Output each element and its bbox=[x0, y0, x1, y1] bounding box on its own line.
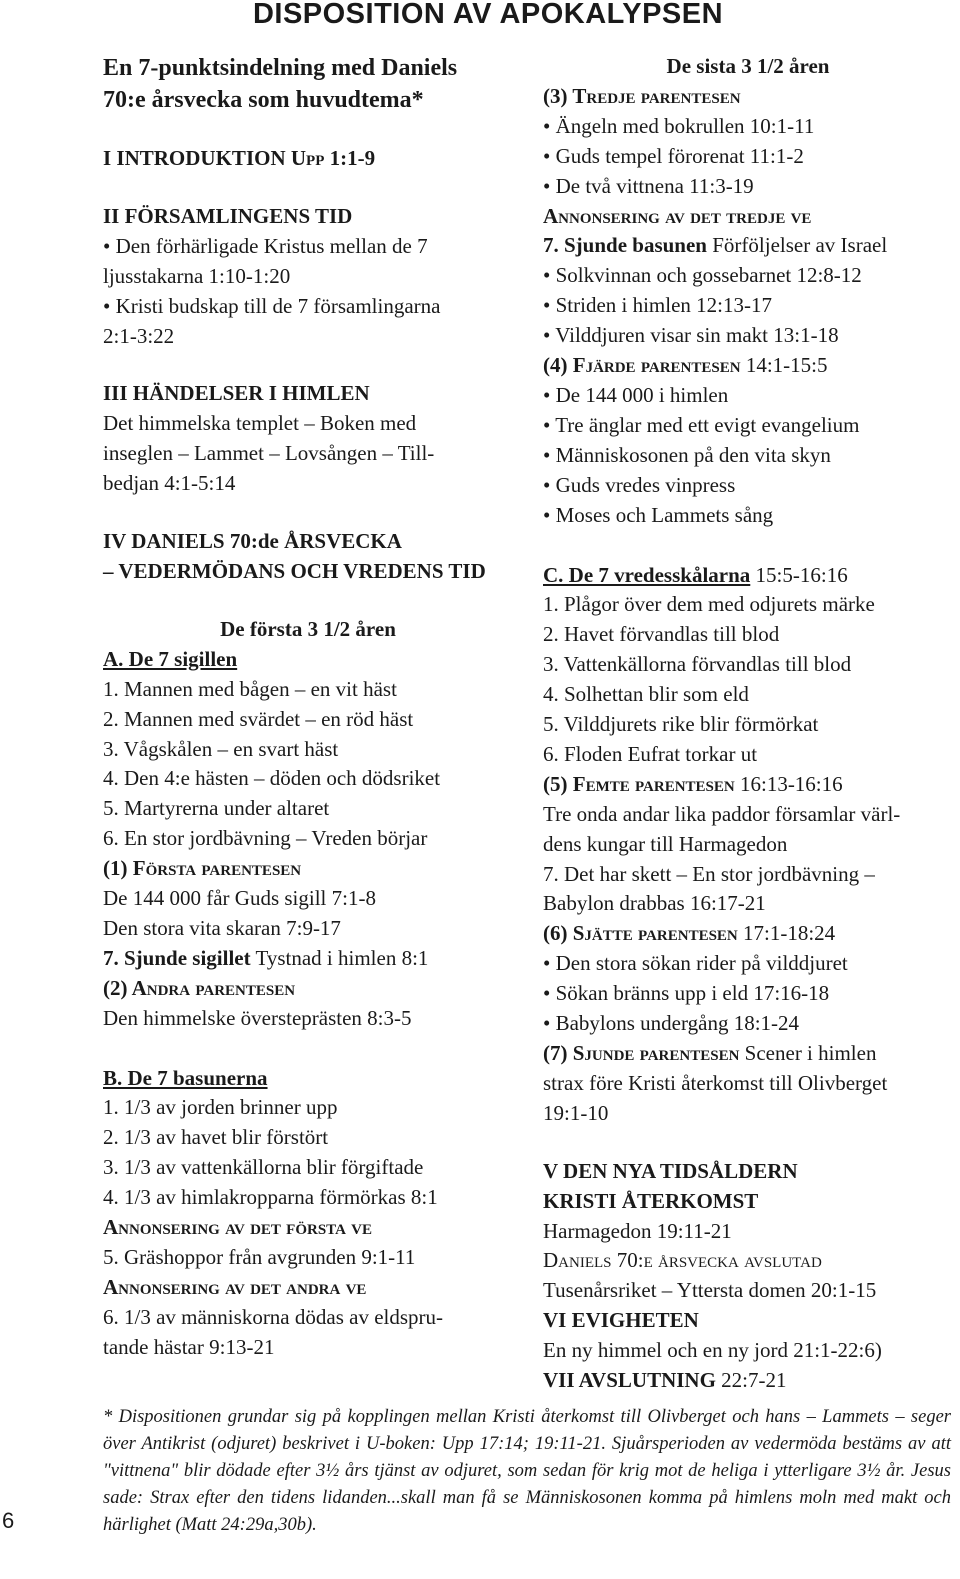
parenthesis-1-line: Den stora vita skaran 7:9-17 bbox=[103, 915, 341, 940]
trumpet-item: 3. 1/3 av vattenkällorna blir förgiftade bbox=[103, 1155, 424, 1180]
section-5-heading: KRISTI ÅTERKOMST bbox=[543, 1188, 759, 1213]
trumpet-item: tande hästar 9:13-21 bbox=[103, 1334, 275, 1359]
announcement-3: Annonsering av det tredje ve bbox=[543, 203, 812, 228]
seal-7-text: Tystnad i himlen 8:1 bbox=[250, 945, 429, 970]
trumpet-7-label: 7. Sjunde basunen bbox=[543, 233, 707, 258]
parenthesis-5-ref: 16:13-16:16 bbox=[734, 771, 843, 796]
bowl-item: 4. Solhettan blir som eld bbox=[543, 682, 749, 707]
seal-7-label: 7. Sjunde sigillet bbox=[103, 945, 251, 970]
trumpet-item: 1. 1/3 av jorden brinner upp bbox=[103, 1095, 338, 1120]
seals-heading: A. De 7 sigillen bbox=[103, 646, 238, 671]
trumpet-item: 6. 1/3 av människorna dödas av eldspru- bbox=[103, 1304, 444, 1329]
parenthesis-3-heading: (3) Tredje parentesen bbox=[543, 83, 741, 108]
section-2-line: ljusstakarna 1:10-1:20 bbox=[103, 263, 291, 288]
trumpet-7-line: • Striden i himlen 12:13-17 bbox=[543, 293, 773, 318]
page-number: 6 bbox=[2, 1508, 15, 1533]
parenthesis-5-line: dens kungar till Harmagedon bbox=[543, 831, 788, 856]
trumpet-7-item bbox=[543, 231, 953, 261]
parenthesis-2-heading: (2) Andra parentesen bbox=[103, 975, 296, 1000]
section-5-heading: V DEN NYA TIDSÅLDERN bbox=[543, 1158, 798, 1183]
parenthesis-6-line: • Babylons undergång 18:1-24 bbox=[543, 1011, 800, 1036]
trumpet-item: 2. 1/3 av havet blir förstört bbox=[103, 1125, 329, 1150]
parenthesis-6-ref: 17:1-18:24 bbox=[737, 921, 836, 946]
parenthesis-7-line: strax före Kristi återkomst till Olivberget bbox=[543, 1070, 888, 1095]
parenthesis-4-line: • Moses och Lammets sång bbox=[543, 502, 774, 527]
bowls-heading bbox=[543, 561, 953, 591]
right-column bbox=[543, 52, 953, 1396]
parenthesis-4-heading bbox=[543, 351, 953, 381]
parenthesis-5-label: (5) Femte parentesen bbox=[543, 771, 735, 796]
trumpet-item: 5. Gräshoppor från avgrunden 9:1-11 bbox=[103, 1245, 416, 1269]
section-7-label: VII AVSLUTNING bbox=[543, 1368, 716, 1393]
seal-item: 4. Den 4:e hästen – döden och dödsriket bbox=[103, 766, 441, 791]
parenthesis-7-heading bbox=[543, 1039, 953, 1069]
section-2-line: • Kristi budskap till de 7 församlingarna bbox=[103, 293, 441, 318]
section-intro: I INTRODUKTION Upp 1:1-9 bbox=[103, 146, 376, 170]
bowl-item: Babylon drabbas 16:17-21 bbox=[543, 891, 766, 916]
trumpets-heading: B. De 7 basunerna bbox=[103, 1065, 268, 1090]
parenthesis-7-ref: Scener i himlen bbox=[739, 1041, 877, 1065]
parenthesis-6-line: • Den stora sökan rider på vilddjuret bbox=[543, 951, 848, 976]
section-5-line: Harmagedon 19:11-21 bbox=[543, 1218, 732, 1243]
bowl-item: 7. Det har skett – En stor jordbävning – bbox=[543, 861, 875, 886]
seal-7-item bbox=[103, 944, 513, 974]
section-6-line: En ny himmel och en ny jord 21:1-22:6) bbox=[543, 1338, 882, 1363]
bowl-item: 2. Havet förvandlas till blod bbox=[543, 622, 780, 647]
left-column bbox=[103, 52, 513, 1363]
section-6-heading: VI EVIGHETEN bbox=[543, 1308, 699, 1333]
bowl-item: 5. Vilddjurets rike blir förmörkat bbox=[543, 712, 819, 737]
parenthesis-1-heading: (1) Första parentesen bbox=[103, 856, 302, 881]
trumpet-7-text: Förföljelser av Israel bbox=[707, 233, 888, 258]
parenthesis-3-line: • Guds tempel förorenat 11:1-2 bbox=[543, 143, 804, 168]
parenthesis-5-heading bbox=[543, 770, 953, 800]
parenthesis-4-line: • Guds vredes vinpress bbox=[543, 472, 736, 497]
bowl-item: 1. Plågor över dem med odjurets märke bbox=[543, 592, 875, 617]
section-2-heading: II FÖRSAMLINGENS TID bbox=[103, 203, 353, 228]
parenthesis-4-line: • Människosonen på den vita skyn bbox=[543, 442, 831, 467]
parenthesis-7-label: (7) Sjunde parentesen bbox=[543, 1041, 740, 1065]
parenthesis-4-ref: 14:1-15:5 bbox=[740, 353, 828, 378]
parenthesis-4-line: • Tre änglar med ett evigt evangelium bbox=[543, 412, 860, 437]
first-half-heading: De första 3 1/2 åren bbox=[220, 616, 396, 641]
trumpet-item: 4. 1/3 av himlakropparna förmörkas 8:1 bbox=[103, 1185, 438, 1210]
section-3-line: bedjan 4:1-5:14 bbox=[103, 471, 236, 496]
parenthesis-4-line: • De 144 000 i himlen bbox=[543, 382, 729, 407]
section-4-heading: – VEDERMÖDANS OCH VREDENS TID bbox=[103, 558, 486, 583]
parenthesis-4-label: (4) Fjärde parentesen bbox=[543, 353, 741, 378]
bowls-ref: 15:5-16:16 bbox=[750, 562, 848, 587]
seal-item: 3. Vågskålen – en svart häst bbox=[103, 736, 339, 761]
footnote: * Dispositionen grundar sig på kopplingen mellan Kristi återkomst till Olivberget och hans – Lammets – seger över Antikrist (odjuret) beskrivet i U-boken: Upp 17:14; 19:11-21. Sjuårsperioden av vedermöda bestäms av att "vittnena" blir dödade efter 3½ års tjänst av odjuret, som sedan för krig mot de heliga i ytterligare 3½ år. Jesus sade: Strax efter den tidens lidanden...skall man få se Människosonen komma på himlens moln med makt och härlighet (Matt 24:29a,30b). bbox=[103, 1407, 951, 1535]
section-3-line: Det himmelska templet – Boken med bbox=[103, 411, 417, 436]
parenthesis-3-line: • De två vittnena 11:3-19 bbox=[543, 173, 754, 198]
seal-item: 2. Mannen med svärdet – en röd häst bbox=[103, 706, 414, 731]
parenthesis-3-line: • Ängeln med bokrullen 10:1-11 bbox=[543, 113, 815, 138]
seal-item: 5. Martyrerna under altaret bbox=[103, 796, 330, 821]
trumpet-7-line: • Vilddjuren visar sin makt 13:1-18 bbox=[543, 323, 839, 348]
seal-item: 1. Mannen med bågen – en vit häst bbox=[103, 676, 397, 701]
page-title: DISPOSITION AV APOKALYPSEN bbox=[252, 0, 724, 30]
parenthesis-5-line: Tre onda andar lika paddor församlar värl- bbox=[543, 801, 901, 826]
main-heading-line-2: 70:e årsvecka som huvudtema* bbox=[103, 87, 424, 113]
section-5-line: Daniels 70:e årsvecka avslutad bbox=[543, 1248, 822, 1273]
parenthesis-6-line: • Sökan bränns upp i eld 17:16-18 bbox=[543, 981, 830, 1006]
seal-item: 6. En stor jordbävning – Vreden börjar bbox=[103, 826, 428, 851]
parenthesis-2-line: Den himmelske översteprästen 8:3-5 bbox=[103, 1005, 412, 1030]
parenthesis-6-heading bbox=[543, 919, 953, 949]
parenthesis-1-line: De 144 000 får Guds sigill 7:1-8 bbox=[103, 886, 376, 911]
bowl-item: 6. Floden Eufrat torkar ut bbox=[543, 741, 758, 766]
announcement-1: Annonsering av det första ve bbox=[103, 1215, 372, 1240]
bowl-item: 3. Vattenkällorna förvandlas till blod bbox=[543, 652, 852, 677]
section-3-line: inseglen – Lammet – Lovsången – Till- bbox=[103, 441, 435, 466]
section-5-line: Tusenårsriket – Yttersta domen 20:1-15 bbox=[543, 1278, 877, 1303]
section-4-heading: IV DANIELS 70:de ÅRSVECKA bbox=[103, 529, 402, 554]
section-2-line: • Den förhärligade Kristus mellan de 7 bbox=[103, 233, 428, 258]
parenthesis-6-label: (6) Sjätte parentesen bbox=[543, 921, 738, 946]
section-2-line: 2:1-3:22 bbox=[103, 323, 175, 348]
section-7-ref: 22:7-21 bbox=[715, 1368, 787, 1393]
parenthesis-7-line: 19:1-10 bbox=[543, 1100, 609, 1125]
bowls-label: C. De 7 vredesskålarna bbox=[543, 562, 751, 587]
announcement-2: Annonsering av det andra ve bbox=[103, 1274, 367, 1299]
trumpet-7-line: • Solkvinnan och gossebarnet 12:8-12 bbox=[543, 263, 862, 288]
last-half-heading: De sista 3 1/2 åren bbox=[666, 54, 830, 78]
section-3-heading: III HÄNDELSER I HIMLEN bbox=[103, 381, 370, 406]
main-heading-line-1: En 7-punktsindelning med Daniels bbox=[103, 55, 458, 81]
section-7-heading bbox=[543, 1366, 953, 1396]
